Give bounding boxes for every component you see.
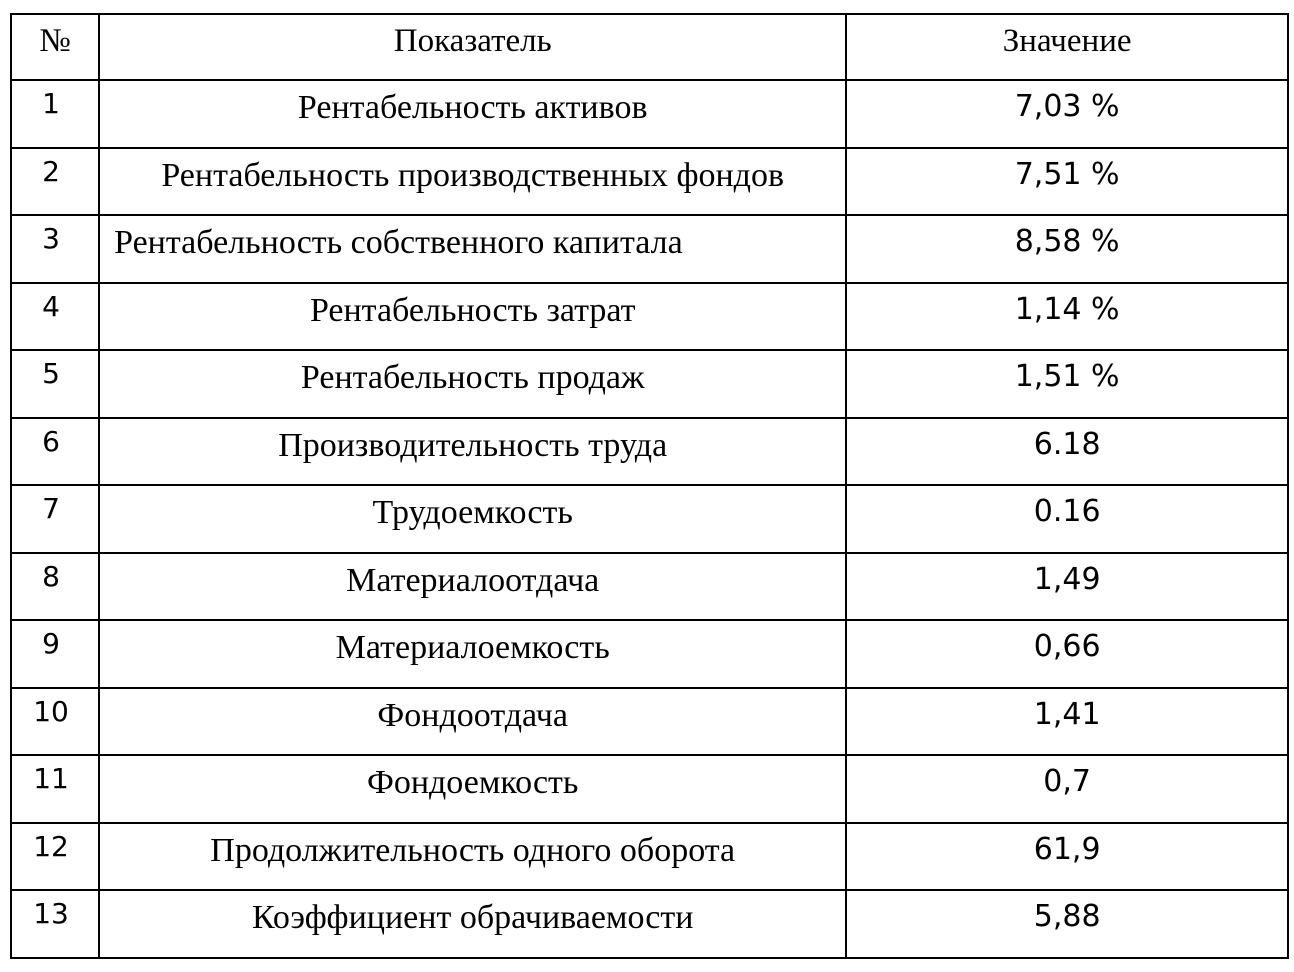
row-indicator: Рентабельность производственных фондов	[99, 148, 846, 216]
row-number: 6	[11, 418, 99, 486]
row-indicator: Коэффициент обрачиваемости	[99, 890, 846, 958]
table-row	[11, 418, 1288, 486]
row-number: 1	[11, 80, 99, 148]
row-number: 13	[11, 890, 99, 958]
row-indicator: Рентабельность активов	[99, 80, 846, 148]
table-row	[11, 890, 1288, 958]
table-row	[11, 688, 1288, 756]
row-value: 0,66	[846, 620, 1288, 688]
row-indicator: Фондоотдача	[99, 688, 846, 756]
row-value: 0.16	[846, 485, 1288, 553]
row-indicator: Рентабельность собственного капитала	[99, 215, 846, 283]
row-indicator: Материалоемкость	[99, 620, 846, 688]
row-value: 0,7	[846, 755, 1288, 823]
table-header-row	[11, 14, 1288, 80]
indicators-table	[10, 13, 1289, 959]
row-value: 6.18	[846, 418, 1288, 486]
row-value: 7,03 %	[846, 80, 1288, 148]
row-number: 2	[11, 148, 99, 216]
row-number: 9	[11, 620, 99, 688]
row-number: 11	[11, 755, 99, 823]
row-number: 5	[11, 350, 99, 418]
row-value: 1,51 %	[846, 350, 1288, 418]
table-row	[11, 148, 1288, 216]
table-row	[11, 80, 1288, 148]
row-number: 3	[11, 215, 99, 283]
row-indicator: Продолжительность одного оборота	[99, 823, 846, 891]
table-row	[11, 215, 1288, 283]
table-row	[11, 553, 1288, 621]
row-indicator: Рентабельность продаж	[99, 350, 846, 418]
table-row	[11, 485, 1288, 553]
table-row	[11, 755, 1288, 823]
row-value: 7,51 %	[846, 148, 1288, 216]
row-value: 1,14 %	[846, 283, 1288, 351]
header-number: №	[11, 14, 99, 80]
row-indicator: Производительность труда	[99, 418, 846, 486]
row-number: 12	[11, 823, 99, 891]
row-number: 7	[11, 485, 99, 553]
row-value: 1,49	[846, 553, 1288, 621]
row-indicator: Рентабельность затрат	[99, 283, 846, 351]
table-row	[11, 823, 1288, 891]
header-indicator: Показатель	[99, 14, 846, 80]
row-number: 4	[11, 283, 99, 351]
row-value: 61,9	[846, 823, 1288, 891]
row-number: 10	[11, 688, 99, 756]
row-value: 5,88	[846, 890, 1288, 958]
table-row	[11, 283, 1288, 351]
row-value: 8,58 %	[846, 215, 1288, 283]
table-row	[11, 350, 1288, 418]
table-row	[11, 620, 1288, 688]
row-indicator: Фондоемкость	[99, 755, 846, 823]
row-indicator: Трудоемкость	[99, 485, 846, 553]
row-value: 1,41	[846, 688, 1288, 756]
header-value: Значение	[846, 14, 1288, 80]
row-indicator: Материалоотдача	[99, 553, 846, 621]
row-number: 8	[11, 553, 99, 621]
